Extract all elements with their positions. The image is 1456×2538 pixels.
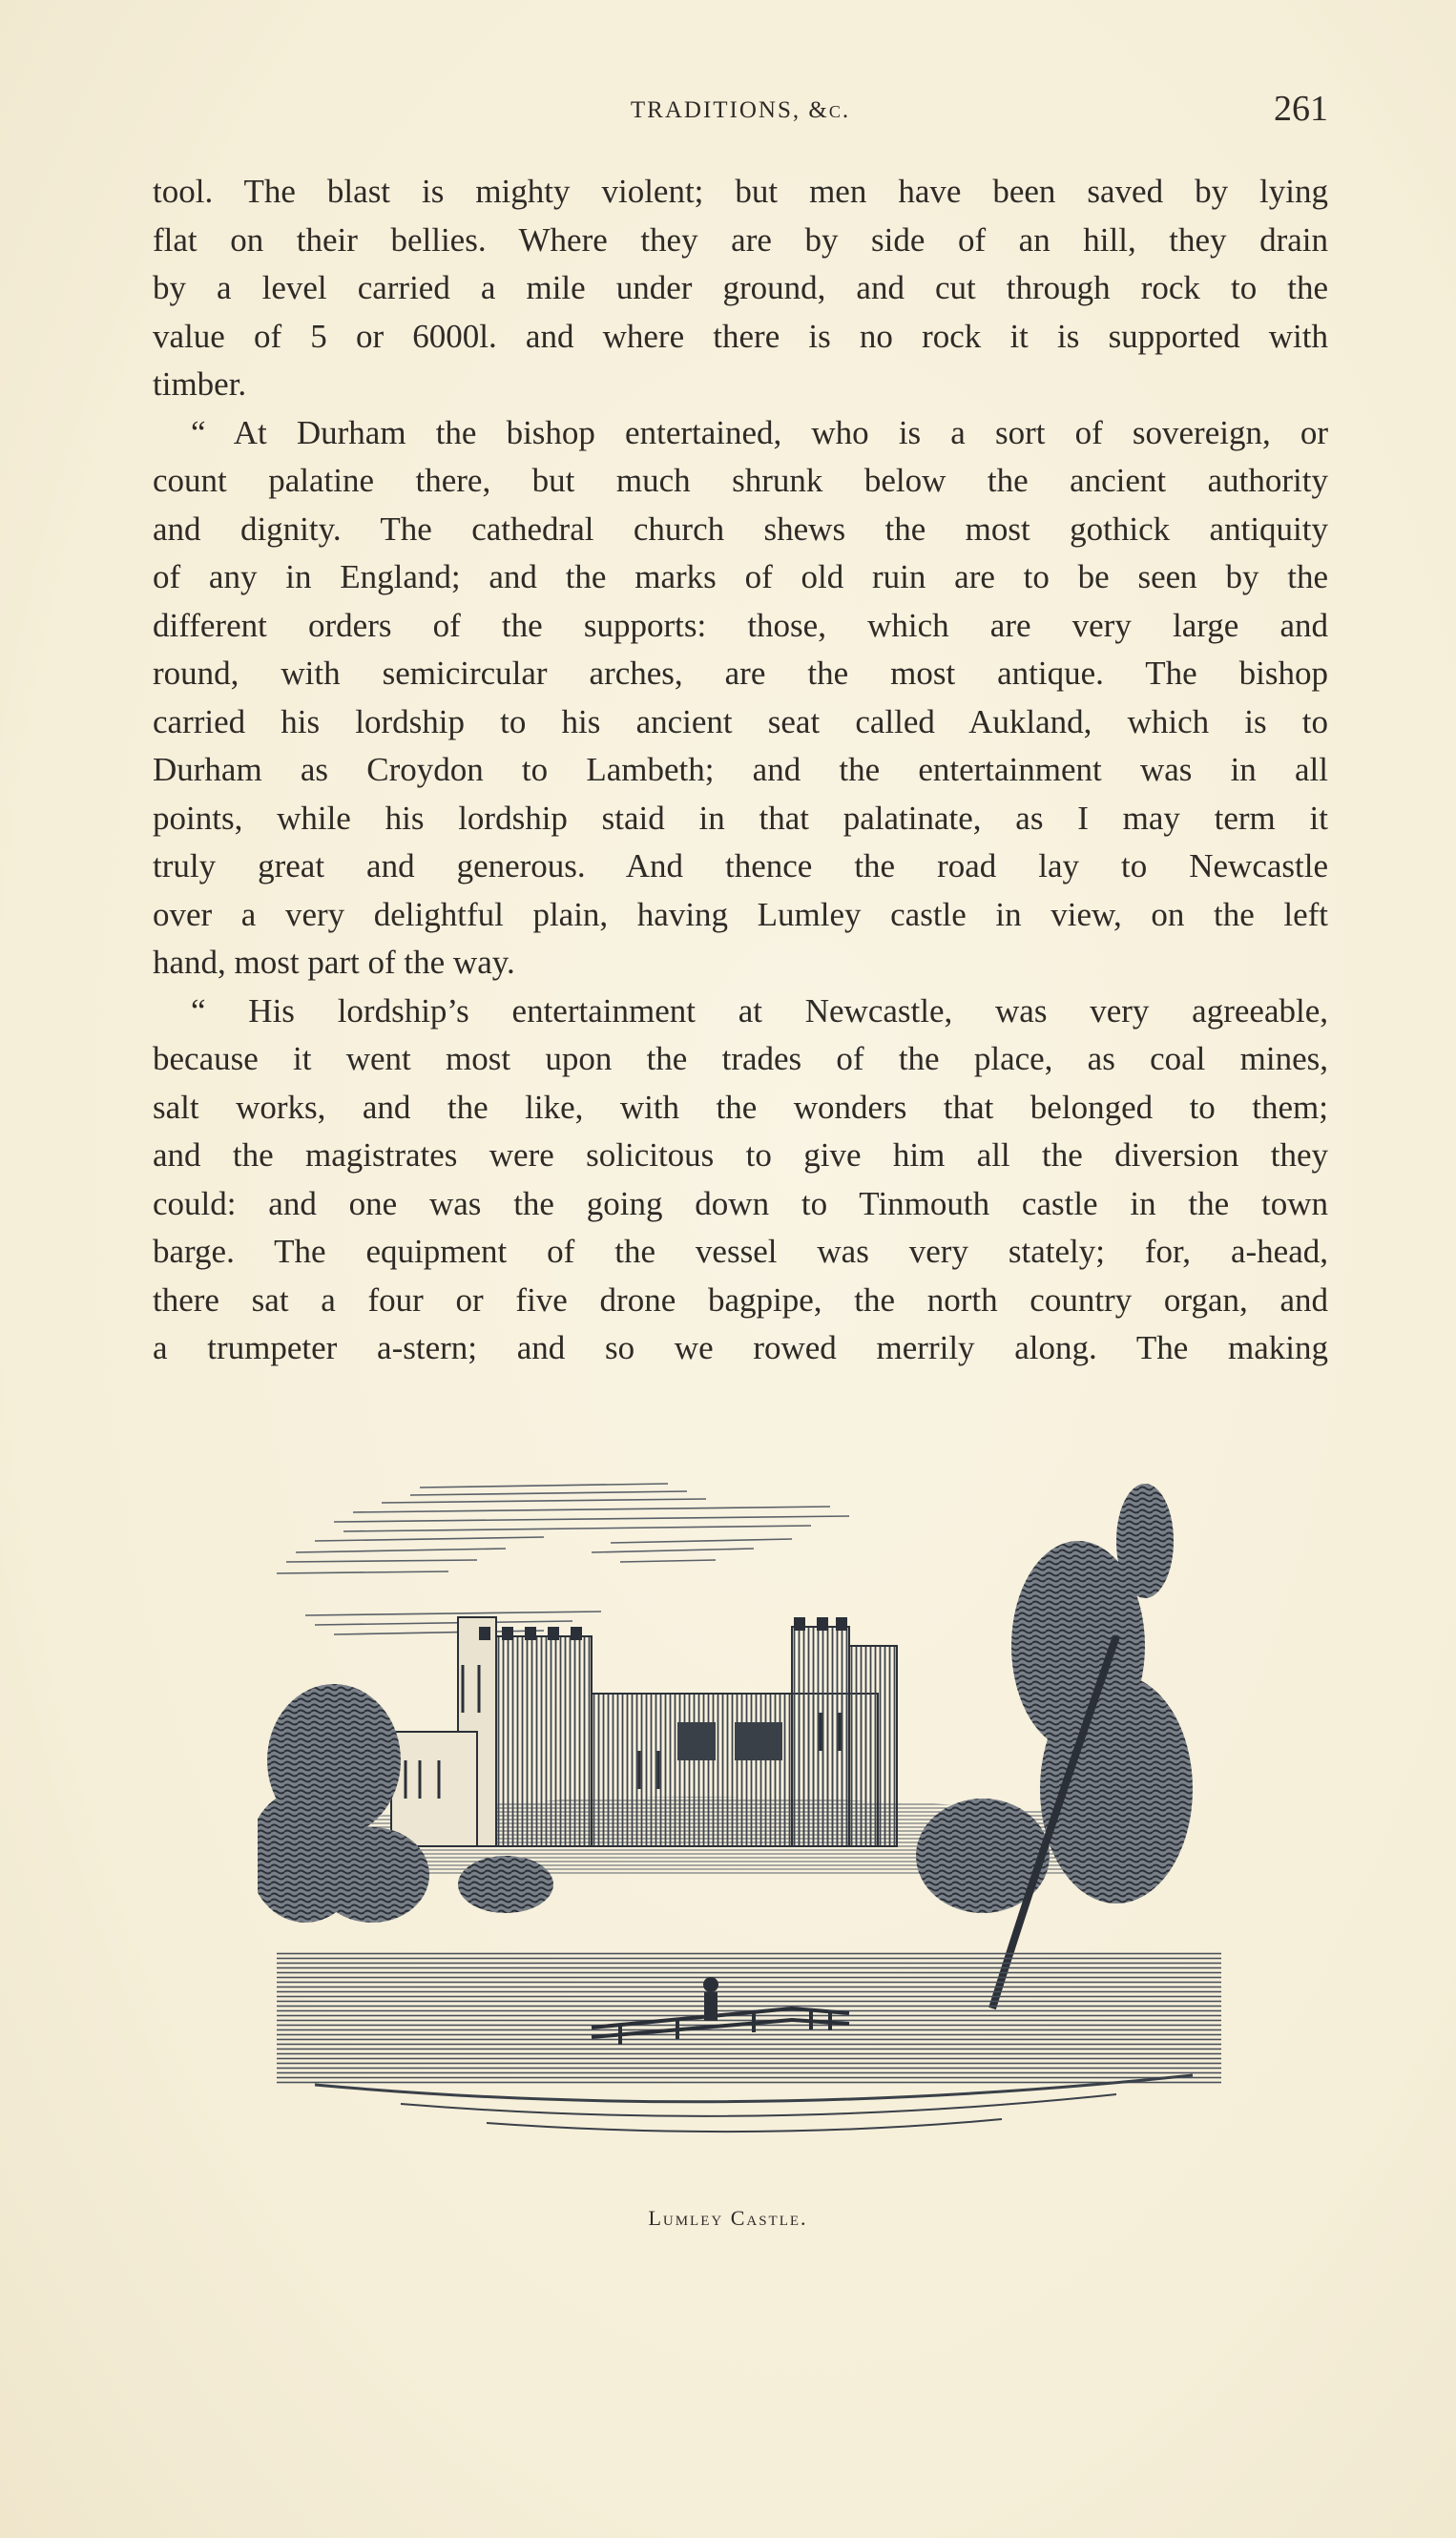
text-line: and dignity. The cathedral church shews the most gothick antiquity (153, 510, 1328, 548)
text-line: tool. The blast is mighty violent; but men have been saved by lying (153, 173, 1328, 210)
text-line: different orders of the supports: those, which are very large and (153, 606, 1328, 644)
text-line: of any in England; and the marks of old ruin are to be seen by the (153, 558, 1328, 595)
running-head: TRADITIONS, &c. (630, 97, 851, 123)
text-line: truly great and generous. And thence the road lay to Newcastle (153, 847, 1328, 884)
text-line: barge. The equipment of the vessel was very stately; for, a-head, (153, 1233, 1328, 1270)
text-line: Durham as Croydon to Lambeth; and the entertainment was in all (153, 751, 1328, 788)
river (277, 1951, 1221, 2132)
text-line: a trumpeter a-stern; and so we rowed merrily along. The making (153, 1329, 1328, 1366)
text-line: over a very delightful plain, having Lumley castle in view, on the left (153, 895, 1328, 933)
text-line: salt works, and the like, with the wonders that belonged to them; (153, 1088, 1328, 1126)
sky-clouds (277, 1484, 849, 1634)
text-line: because it went most upon the trades of the place, as coal mines, (153, 1040, 1328, 1077)
text-line: “ His lordship’s entertainment at Newcastle, was very agreeable, (191, 991, 1328, 1030)
text-line: flat on their bellies. Where they are by side of an hill, they drain (153, 220, 1328, 259)
body-text (153, 168, 1328, 1373)
text-line: points, while his lordship staid in that palatinate, as I may term it (153, 799, 1328, 837)
castle-engraving (258, 1474, 1240, 2190)
figure-person (703, 1977, 718, 2021)
text-line: hand, most part of the way. (153, 944, 515, 981)
page-header (153, 88, 1328, 135)
text-line: round, with semicircular arches, are the most antique. The bishop (153, 655, 1328, 692)
text-line: there sat a four or five drone bagpipe, the north country organ, and (153, 1280, 1328, 1319)
text-line: and the magistrates were solicitous to give him all the diversion they (153, 1136, 1328, 1174)
text-line: value of 5 or 6000l. and where there is no rock it is supported with (153, 317, 1328, 355)
text-line: could: and one was the going down to Tinmouth castle in the town (153, 1184, 1328, 1222)
engraving-illustration (258, 1474, 1240, 2190)
text-line: carried his lordship to his ancient seat called Aukland, which is to (153, 702, 1328, 740)
page-number: 261 (1274, 89, 1328, 129)
text-line: timber. (153, 365, 247, 403)
text-line: by a level carried a mile under ground, and cut through rock to the (153, 269, 1328, 306)
text-line: “ At Durham the bishop entertained, who is a sort of sovereign, or (191, 413, 1328, 451)
castle (391, 1617, 897, 1846)
text-line: count palatine there, but much shrunk below the ancient authority (153, 462, 1328, 499)
trees-right (916, 1484, 1193, 2008)
figure-caption: Lumley Castle. (648, 2206, 808, 2230)
